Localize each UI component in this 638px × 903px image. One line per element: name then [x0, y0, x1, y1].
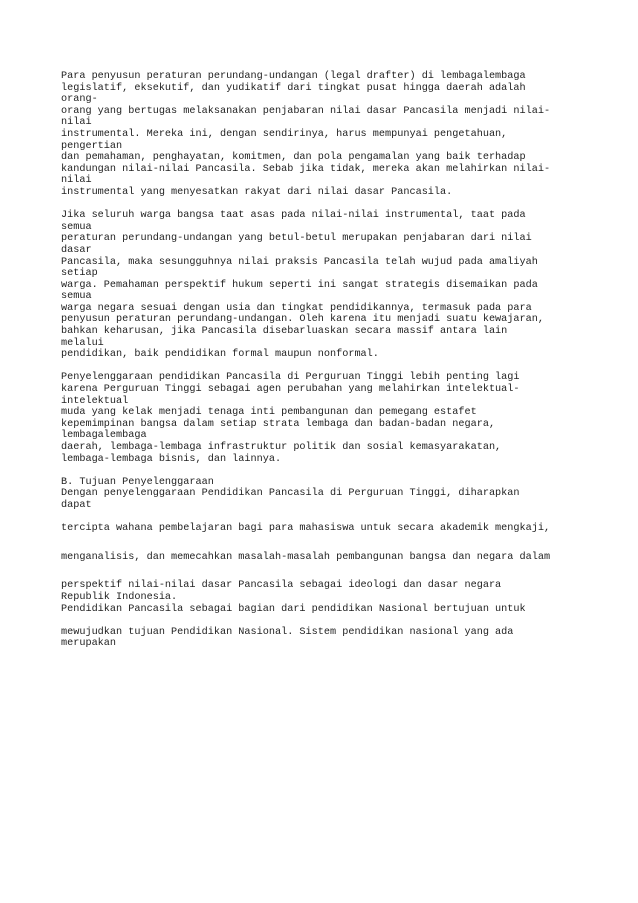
- text-line: menganalisis, dan memecahkan masalah-masalah pembangunan bangsa dan negara dalam: [61, 551, 551, 563]
- text-line: instrumental. Mereka ini, dengan sendirinya, harus mempunyai pengetahuan,: [61, 128, 508, 140]
- text-line: semua: [61, 291, 92, 303]
- text-line: penyusun peraturan perundang-undangan. Oleh karena itu menjadi suatu kewajaran,: [61, 314, 544, 326]
- text-line: instrumental yang menyesatkan rakyat dari nilai dasar Pancasila.: [61, 186, 453, 198]
- text-line: Para penyusun peraturan perundang-undangan (legal drafter) di lembagalembaga: [61, 71, 526, 82]
- paragraph-goals-tail: [61, 580, 601, 615]
- text-line: peraturan perundang-undangan yang betul-betul merupakan penjabaran dari nilai: [61, 233, 532, 245]
- paragraph-legal-drafters: [61, 71, 601, 199]
- text-line: legislatif, eksekutif, dan yudikatif dari tingkat pusat hingga daerah adalah: [61, 82, 526, 94]
- paragraph-gap: [61, 361, 601, 373]
- paragraph-national-education: [61, 627, 601, 650]
- text-line: kepemimpinan bangsa dalam setiap strata lembaga dan badan-badan negara,: [61, 418, 496, 430]
- text-line: perspektif nilai-nilai dasar Pancasila sebagai ideologi dan dasar negara: [61, 580, 502, 592]
- text-line: orang yang bertugas melaksanakan penjabaran nilai dasar Pancasila menjadi nilai-: [61, 105, 551, 117]
- paragraph-gap: [61, 199, 601, 211]
- text-line: orang-: [61, 94, 98, 106]
- text-line: lembaga-lembaga bisnis, dan lainnya.: [61, 453, 282, 465]
- text-line: Dengan penyelenggaraan Pendidikan Pancasila di Perguruan Tinggi, diharapkan: [61, 488, 520, 500]
- document-body: [61, 71, 601, 650]
- text-line: muda yang kelak menjadi tenaga inti pembangunan dan pemegang estafet: [61, 407, 477, 419]
- text-line: nilai: [61, 117, 92, 129]
- text-line: daerah, lembaga-lembaga infrastruktur politik dan sosial kemasyarakatan,: [61, 442, 502, 453]
- text-line: Pendidikan Pancasila sebagai bagian dari pendidikan Nasional bertujuan untuk: [61, 603, 526, 615]
- text-line: dasar: [61, 244, 92, 256]
- paragraph-gap: [61, 563, 601, 580]
- text-line: bahkan keharusan, jika Pancasila disebarluaskan secara massif antara lain: [61, 326, 508, 338]
- text-line: dan pemahaman, penghayatan, komitmen, dan pola pengamalan yang baik terhadap: [61, 152, 526, 164]
- text-line: Penyelenggaraan pendidikan Pancasila di Perguruan Tinggi lebih penting lagi: [61, 372, 520, 384]
- text-line: merupakan: [61, 638, 117, 650]
- text-line: intelektual: [61, 395, 129, 407]
- text-line: Pancasila, maka sesungguhnya nilai praksis Pancasila telah wujud pada amaliyah: [61, 256, 538, 268]
- text-line: Jika seluruh warga bangsa taat asas pada nilai-nilai instrumental, taat pada: [61, 210, 526, 222]
- text-line: kandungan nilai-nilai Pancasila. Sebab jika tidak, mereka akan melahirkan nilai-: [61, 163, 551, 175]
- paragraph-gap: [61, 465, 601, 477]
- text-line: pendidikan, baik pendidikan formal maupun nonformal.: [61, 349, 379, 361]
- text-line: lembagalembaga: [61, 430, 147, 442]
- text-line: Republik Indonesia.: [61, 591, 178, 603]
- text-line: warga. Pemahaman perspektif hukum seperti ini sangat strategis disemaikan pada: [61, 279, 538, 291]
- text-line: semua: [61, 221, 92, 233]
- text-line: pengertian: [61, 140, 123, 152]
- text-line: karena Perguruan Tinggi sebagai agen perubahan yang melahirkan intelektual-: [61, 384, 520, 396]
- section-heading: B. Tujuan Penyelenggaraan: [61, 476, 214, 488]
- paragraph-higher-education: [61, 372, 601, 465]
- text-line: melalui: [61, 337, 104, 349]
- text-line: setiap: [61, 268, 98, 280]
- paragraph-goals-intro: [61, 488, 601, 511]
- paragraph-citizens: [61, 210, 601, 361]
- text-line: mewujudkan tujuan Pendidikan Nasional. Sistem pendidikan nasional yang ada: [61, 626, 514, 638]
- text-line: nilai: [61, 175, 92, 187]
- paragraph-gap: [61, 615, 601, 627]
- paragraph-gap: [61, 512, 601, 524]
- paragraph-gap: [61, 535, 601, 552]
- text-line: dapat: [61, 499, 92, 511]
- text-line: warga negara sesuai dengan usia dan tingkat pendidikannya, termasuk pada para: [61, 302, 532, 314]
- text-line: tercipta wahana pembelajaran bagi para mahasiswa untuk secara akademik mengkaji,: [61, 523, 551, 535]
